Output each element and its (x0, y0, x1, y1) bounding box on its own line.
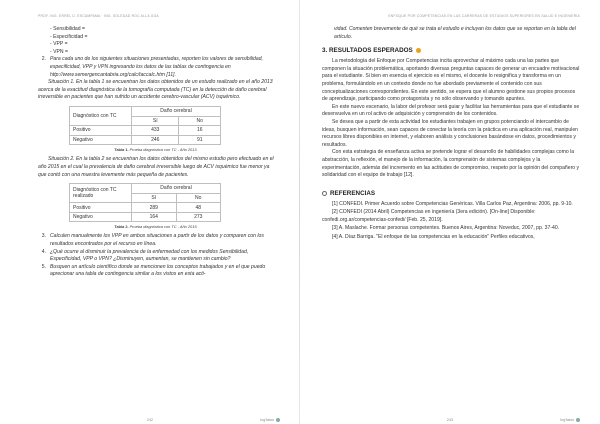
results-paragraph-1: La metodología del Enfoque por Competencias incita aprovechar al máximo cada una las partes que componen la situación problemática, aportando diversas preguntas capaces de generar un encuadre motivacional para el estudiante. Si bien en esencia el ejercicio es el mismo, el docente lo resignifica y transforma en un problema, formulándolo en un contexto donde no fue abordado previamente el contenido con sus conceptualizaciones correspondientes. En este sentido, se espera que el alumno gestione sus propios procesos de aprendizaje, participando como protagonista y no sólo observando y tomando apuntes. (322, 58, 580, 103)
table-1-col-no: No (179, 116, 221, 126)
right-footer-brand (560, 418, 580, 422)
brand-logo-icon (276, 418, 280, 422)
brand-text: Ing'fatos (560, 418, 574, 422)
left-footer-brand (260, 418, 280, 422)
table-row (70, 212, 221, 222)
question-2 (38, 56, 274, 79)
table-2-row-label: Negativo (70, 212, 132, 222)
question-3 (38, 233, 274, 248)
table-2-caption (38, 224, 274, 229)
table-1 (69, 106, 221, 145)
question-4-text: ¿Qué ocurre al disminuir la prevalencia de la enfermedad con los medidos Sensibilidad, Especificidad, VPP o VPN? ¿Disminuyen, aumentan, se mantienen sin cambio? (50, 248, 249, 263)
question-2-number: 2. (41, 56, 46, 63)
references-bullet-icon (322, 191, 327, 196)
question-3-number: 3. (41, 233, 46, 240)
table-1-cell: 246 (132, 135, 179, 145)
results-paragraph-3: Se desea que a partir de esta actividad los estudiantes trabajen en grupos potenciando el intercambio de ideas, busquen información, sean capaces de conectar la teoría con la práctica en una aplicación real, manipulen recursos libres disponibles en internet, y elaboren análisis y conclusiones basándose en datos, procedimientos y resultados. (322, 118, 578, 148)
reference-item: [3] A. Maslache. Formar personas competentes. Buenos Aires, Argentina: Noveduc, 2007, pp. 37-40. (332, 225, 560, 232)
table-row (70, 135, 221, 145)
results-paragraph-4: Con esta estrategia de enseñanza activa se pretende lograr el desarrollo de habilidades complejas como la abstracción, la reflexión, el manejo de la información, la comprensión de sistemas complejos y la experimentación, además del incremento en las actitudes de compromiso, respeto por la opinión del compañero y solidaridad con el equipo de trabajo [12]. (322, 149, 580, 179)
table-1-cell: 433 (132, 126, 179, 136)
question-2-text: Para cada uno de los siguientes situaciones presentadas, reporten los valores de sensibilidad, especificidad, VPP y VPN ingresando los datos de las tablas de contingencia en http://www.semergencantabria.org/calc/taccalc.htm [11]. (50, 56, 263, 78)
question-list-a (38, 56, 274, 79)
table-1-row-label: Positivo (70, 126, 132, 136)
brand-logo-icon (576, 418, 580, 422)
table-1-col-si: Sí (132, 116, 179, 126)
reference-item: [1] CONFEDI. Primer Acuerdo sobre Competencias Genéricas. Villa Carlos Paz, Argentina: 2006, pp. 9-10. (332, 200, 573, 207)
question-3-text: Calculen manualmente los VPP en ambos situaciones a partir de los datos y comparen con los resultados encontrados por el recurso en línea. (50, 233, 264, 248)
table-2 (69, 183, 221, 222)
section-3-heading (322, 47, 580, 54)
situation-1-text: Situación 1. En la tabla 1 se encuentran los datos obtenidos de un estudio realizado en el año 2013 acerca de la exactitud diagnóstica de la tomografía computada (TC) en la detección de daño cerebral irreversible en pacientes que han sufrido un accidente cerebro-vascular (ACV) isquémico. (38, 79, 273, 101)
table-2-cell: 164 (132, 212, 177, 222)
table-1-caption-label: Tabla 1. (114, 147, 129, 153)
table-2-cell: 48 (176, 203, 221, 213)
metric-item-vpp: - VPP = (50, 41, 68, 48)
table-1-cell: 16 (179, 126, 221, 136)
table-1-header-left: Diagnóstico con TC (70, 106, 132, 125)
question-5-continuation: vidad. Comenten brevemente de qué se trata el estudio e incluyan los datos que se reportan en la tabla del artículo. (334, 26, 576, 40)
table-2-row-label: Positivo (70, 203, 132, 213)
left-page-number: 242 (146, 418, 154, 422)
table-2-header-left: Diagnóstico con TC realizado (70, 184, 132, 203)
table-2-caption-text: Prueba diagnóstica con TC - Año 2015. (128, 224, 198, 230)
question-4-number: 4. (41, 248, 46, 255)
right-page-number: 243 (446, 418, 454, 422)
situation-2-text: Situación 2. En la tabla 2 se encuentran los datos obtenidos del mismo estudio pero efectuado en el año 2015 en el cual la prevalencia de daño cerebral irreversible luego de ACV isquémico fue menor ya que contó con una muestra levemente más pequeña de pacientes. (38, 156, 274, 178)
section-bullet-icon (416, 48, 421, 53)
metric-item-especificidad: - Especificidad = (50, 33, 88, 40)
reference-item: [4] A. Díaz Barriga. "El enfoque de las competencias en la educación" Perfiles educativos, (332, 234, 535, 241)
section-3-title: 3. RESULTADOS ESPERADOS (322, 47, 413, 55)
reference-item (322, 209, 580, 224)
question-list-b (38, 233, 274, 279)
table-1-caption (38, 147, 274, 152)
table-2-cell: 289 (132, 203, 177, 213)
table-2-header-right: Daño cerebral (132, 184, 221, 194)
table-1-header-right: Daño cerebral (132, 106, 221, 116)
table-2-col-si: Sí (132, 193, 177, 203)
table-1-caption-text: Prueba diagnóstica con TC - Año 2013. (128, 147, 198, 153)
reference-2-text: [2] CONFEDI (2014 Abril) Competencias en ingeniería (3era edición). [On-line] Disponible: confedi.org.ar/competencias-confedi/ [Feb. 25, 2019]. (322, 209, 536, 223)
table-2-cell: 273 (176, 212, 221, 222)
metric-item-vpn: - VPN = (50, 48, 68, 55)
references-title: REFERENCIAS (330, 189, 376, 197)
brand-text: Ing'fatos (260, 418, 274, 422)
left-running-head: PROF. ING. ERREL D. ESCAMPAMA · ING. SOLEDAD ROC ALLA GOA (38, 14, 159, 18)
table-2-col-no: No (176, 193, 221, 203)
table-1-cell: 91 (179, 135, 221, 145)
table-2-caption-label: Tabla 2. (114, 224, 129, 230)
table-row (70, 126, 221, 136)
question-5 (38, 264, 274, 279)
references-list (322, 201, 580, 242)
right-page (300, 0, 600, 424)
results-paragraph-2: En este nuevo escenario, la labor del profesor será guiar y facilitar las herramientas para que el estudiante se desenvuelva en un rol activo de adquisición y comprensión de los contenidos. (322, 103, 580, 118)
table-row (70, 203, 221, 213)
question-5-text: Busquen un artículo científico donde se mencionen los conceptos trabajados y en el que puedo aprecionar una tabla de contingencia similar a los vistos en esta acti- (50, 263, 266, 278)
metrics-list (50, 26, 274, 56)
metric-item-sensibilidad: - Sensibilidad = (50, 26, 85, 32)
question-4 (38, 249, 274, 264)
references-heading (322, 190, 580, 197)
table-1-row-label: Negativo (70, 135, 132, 145)
right-running-head: ENFOQUE POR COMPETENCIAS EN LAS CARRERAS DE ESTUDIOS SUPERIORES EN SALUD E INGENIERÍA (388, 14, 580, 18)
question-5-number: 5. (41, 263, 46, 270)
